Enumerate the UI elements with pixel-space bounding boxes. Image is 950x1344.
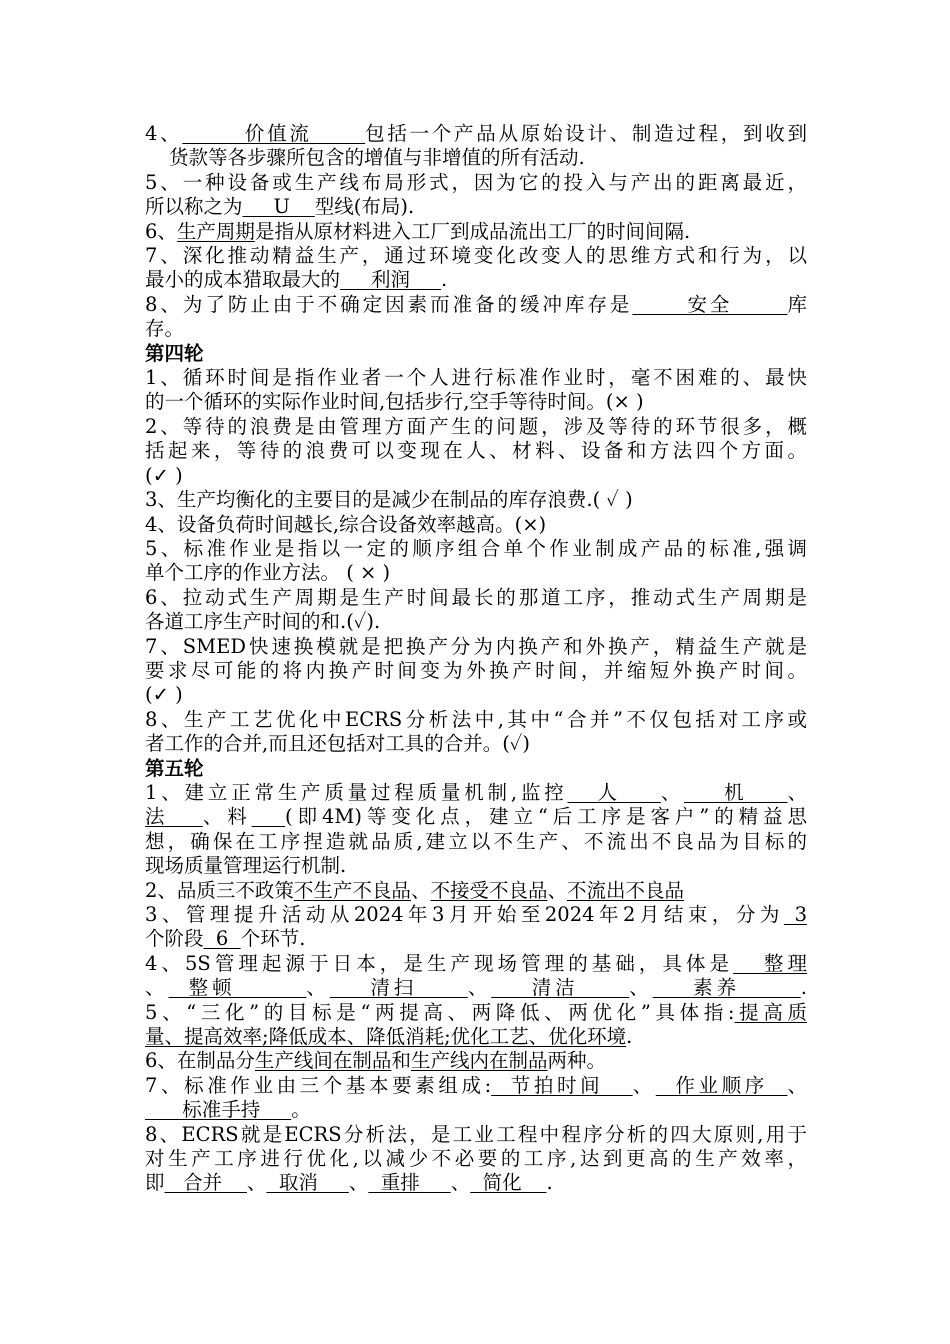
text-run: 6、在制品分: [145, 1049, 255, 1073]
answer-fill: 清洁: [491, 976, 630, 1000]
text-line: [145, 952, 807, 976]
text-line: [145, 415, 807, 439]
text-line: [145, 830, 807, 854]
text-run: 、: [246, 1171, 267, 1195]
text-line: [145, 805, 807, 829]
text-run: 的一个循环的实际作业时间,包括步行,空手等待时间。(× ): [145, 390, 644, 414]
answer-fill: 整理: [733, 951, 807, 975]
text-run: 、: [348, 1171, 369, 1195]
text-line: [145, 244, 807, 268]
text-line: [145, 439, 807, 463]
text-line: [145, 903, 807, 927]
text-run: 即: [145, 1171, 165, 1195]
text-line: [145, 732, 807, 756]
text-run: 3、生产均衡化的主要目的是减少在制品的库存浪费.( ✓ ): [145, 488, 633, 512]
text-run: 6、拉动式生产周期是生产时间最长的那道工序，推动式生产周期是: [145, 585, 807, 609]
text-line: [145, 683, 807, 707]
answer-fill: 简化: [470, 1171, 547, 1195]
answer-fill: 重排: [368, 1171, 451, 1195]
text-run: 1、循环时间是指作业者一个人进行标准作业时，毫不困难的、最快: [145, 366, 807, 390]
section-heading: [145, 757, 807, 781]
text-run: 货款等各步骤所包含的增值与非增值的所有活动.: [169, 146, 585, 170]
answer-fill: U: [242, 195, 315, 219]
text-run: 5、“三化”的目标是“两提高、两降低、两优化”具体指:: [145, 1000, 735, 1024]
text-run: 个环节.: [240, 927, 306, 951]
text-run: 、: [306, 976, 330, 1000]
text-run: .: [626, 1025, 633, 1049]
text-run: 、: [450, 1171, 471, 1195]
text-run: 想，确保在工序捏造就品质,建立以不生产、不流出不良品为目标的: [145, 829, 807, 853]
answer-fill: 生产线内在制品: [410, 1049, 548, 1073]
text-run: 、: [145, 976, 169, 1000]
text-run: (✓ ): [145, 463, 183, 487]
text-run: 型线(布局).: [314, 195, 415, 219]
text-run: 是指从原材料进入工厂到成品流出工厂的时间间隔.: [254, 219, 691, 243]
answer-fill: 机: [684, 780, 788, 804]
answer-fill: 3: [783, 903, 807, 926]
text-line: [145, 610, 807, 634]
text-run: 、: [547, 878, 567, 902]
text-run: 8、ECRS就是ECRS分析法，是工业工程中程序分析的四大原则,用于: [145, 1122, 807, 1146]
text-run: 要求尽可能的将内换产时间变为外换产时间，并缩短外换产时间。: [145, 658, 807, 682]
text-run: 、: [632, 1073, 656, 1097]
answer-fill: 整顿: [168, 976, 307, 1000]
text-run: 最小的成本猎取最大的: [145, 268, 341, 292]
answer-fill: 清扫: [329, 976, 468, 1000]
text-run: 5、一种设备或生产线布局形式，因为它的投入与产出的距离最近，: [145, 170, 807, 194]
text-run: .: [800, 976, 807, 1000]
text-line: [145, 366, 807, 390]
text-line: [145, 195, 807, 219]
text-run: 第四轮: [145, 341, 204, 365]
text-run: 个阶段: [145, 927, 204, 951]
text-line: [145, 635, 807, 659]
text-run: 4、5S管理起源于日本，是生产现场管理的基础，具体是: [145, 951, 734, 975]
text-line: [145, 268, 807, 292]
text-line: [145, 488, 807, 512]
text-run: 7、深化推动精益生产，通过环境变化改变人的思维方式和行为，以: [145, 244, 807, 268]
document-page: [145, 122, 807, 1196]
text-line: [145, 293, 807, 317]
text-run: .: [546, 1171, 553, 1195]
text-run: 者工作的合并,而且还包括对工具的合并。(✓): [145, 732, 530, 756]
text-line: [145, 220, 807, 244]
text-run: 单个工序的作业方法。 ( × ): [145, 561, 391, 585]
text-run: 两种。: [547, 1049, 606, 1073]
text-line: [145, 1025, 807, 1049]
text-run: 4、: [145, 122, 183, 145]
answer-fill: [169, 805, 202, 828]
text-line: [145, 513, 807, 537]
text-run: 、: [410, 878, 431, 902]
text-run: (即4M)等变化点，建立“后工序是客户”的精益思: [285, 805, 807, 829]
answer-fill: [252, 805, 285, 828]
text-line: [145, 927, 807, 951]
text-run: 、: [660, 780, 685, 804]
answer-fill: 人: [567, 780, 661, 804]
text-run: 。: [291, 1098, 311, 1122]
section-heading: [145, 342, 807, 366]
answer-fill: 安全: [632, 292, 788, 316]
text-line: [145, 854, 807, 878]
answer-fill: 量、提高效率;降低成本、降低消耗;优化工艺、优化环境: [145, 1025, 627, 1049]
answer-fill: 利润: [340, 268, 442, 292]
answer-fill: 法: [145, 805, 170, 829]
text-run: 、料: [202, 805, 252, 829]
text-line: [145, 708, 807, 732]
text-run: 、: [787, 780, 807, 804]
answer-fill: 节拍时间: [491, 1073, 633, 1097]
text-run: 2、品质三不政策: [145, 878, 294, 902]
text-run: 1、建立正常生产质量过程质量机制,监控: [145, 780, 568, 804]
text-line: [145, 1049, 807, 1073]
text-line: [145, 1074, 807, 1098]
text-run: 8、生产工艺优化中ECRS分析法中,其中“合并”不仅包括对工序或: [145, 707, 807, 731]
text-run: 4、设备负荷时间越长,综合设备效率越高。(×): [145, 512, 547, 536]
answer-fill: 取消: [266, 1171, 349, 1195]
answer-fill: 标准手持: [145, 1098, 292, 1122]
text-line: [145, 537, 807, 561]
text-line: [145, 390, 807, 414]
text-line: [145, 976, 807, 1000]
text-run: 、: [787, 1073, 807, 1097]
text-run: 7、SMED快速换模就是把换产分为内换产和外换产，精益生产就是: [145, 634, 807, 658]
answer-fill: 不流出不良品: [566, 878, 684, 902]
answer-fill: 提高质: [734, 1000, 807, 1024]
text-run: 3、管理提升活动从2024年3月开始至2024年2月结束，分为: [145, 903, 784, 926]
text-line: [145, 171, 807, 195]
text-run: 现场质量管理运行机制.: [145, 854, 347, 878]
text-line: [145, 586, 807, 610]
answer-fill: 生产周期: [176, 219, 255, 243]
text-line: [145, 1098, 807, 1122]
text-run: 5、标准作业是指以一定的顺序组合单个作业制成产品的标准,强调: [145, 536, 807, 560]
text-line: [145, 317, 807, 341]
text-run: 第五轮: [145, 756, 204, 780]
text-line: [145, 1147, 807, 1171]
text-run: 对生产工序进行优化,以减少不必要的工序,达到更高的生产效率，: [145, 1147, 807, 1171]
text-run: 库: [787, 292, 807, 316]
answer-fill: 不生产不良品: [293, 878, 411, 902]
text-line: [145, 659, 807, 683]
text-run: 7、标准作业由三个基本要素组成:: [145, 1073, 492, 1097]
answer-fill: 价值流: [182, 122, 366, 145]
text-line: [145, 879, 807, 903]
text-run: 8、为了防止由于不确定因素而准备的缓冲库存是: [145, 292, 633, 316]
text-run: 2、等待的浪费是由管理方面产生的问题，涉及等待的环节很多，概: [145, 414, 807, 438]
text-run: 和: [391, 1049, 411, 1073]
text-run: 6、: [145, 219, 177, 243]
text-line: [145, 1171, 807, 1195]
text-line: [145, 1001, 807, 1025]
text-run: 存。: [145, 317, 185, 341]
text-run: .: [441, 268, 448, 292]
text-line: [145, 781, 807, 805]
text-line: [145, 464, 807, 488]
text-run: 包括一个产品从原始设计、制造过程，到收到: [365, 122, 807, 145]
text-run: 各道工序生产时间的和.(✓).: [145, 610, 381, 634]
text-run: (✓ ): [145, 683, 183, 707]
answer-fill: 素养: [652, 976, 801, 1000]
text-run: 括起来，等待的浪费可以变现在人、材料、设备和方法四个方面。: [145, 439, 807, 463]
text-run: 、: [467, 976, 492, 1000]
answer-fill: 作业顺序: [655, 1073, 788, 1097]
answer-fill: 生产线间在制品: [254, 1049, 392, 1073]
text-line: [145, 1123, 807, 1147]
answer-fill: 合并: [164, 1171, 247, 1195]
answer-fill: 不接受不良品: [430, 878, 548, 902]
text-run: 所以称之为: [145, 195, 243, 219]
answer-fill: 6: [203, 927, 241, 951]
text-line: [145, 561, 807, 585]
text-line: [145, 146, 807, 170]
text-line: [145, 122, 807, 146]
text-run: 、: [629, 976, 653, 1000]
